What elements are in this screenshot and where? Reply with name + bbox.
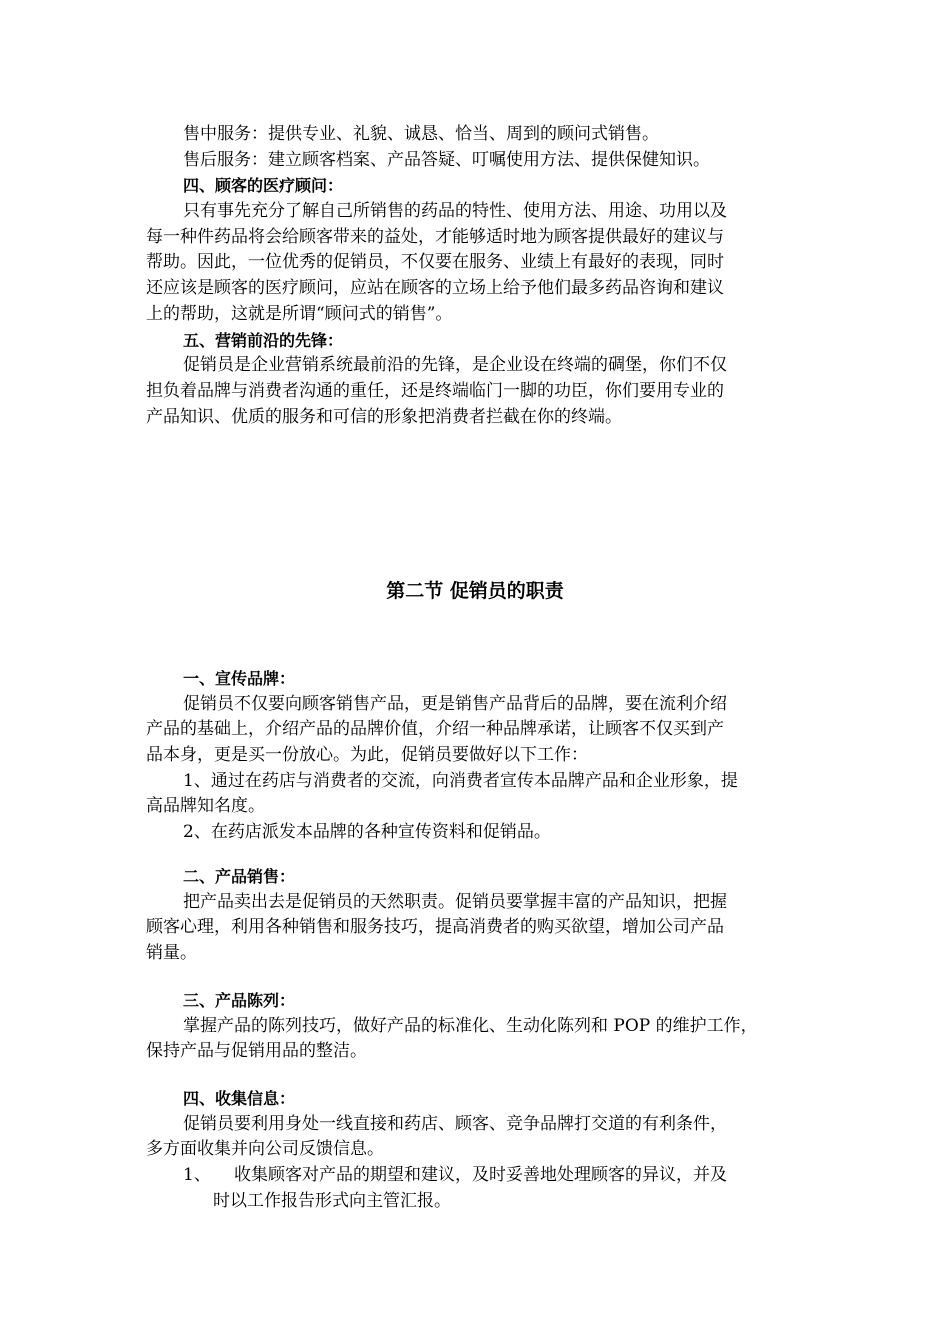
paragraph-line: 顾客心理，利用各种销售和服务技巧，提高消费者的购买欲望，增加公司产品 — [146, 917, 724, 938]
paragraph-line: 只有事先充分了解自己所销售的药品的特性、使用方法、用途、功用以及 — [183, 201, 727, 222]
top-section — [146, 122, 810, 430]
section-brand-promotion — [146, 666, 810, 846]
paragraph-line: 产品的基础上，介绍产品的品牌价值，介绍一种品牌承诺，让顾客不仅买到产 — [146, 719, 724, 740]
list-item-text: 收集顾客对产品的期望和建议，及时妥善地处理顾客的异议，并及 — [234, 1165, 727, 1186]
list-item-line: 1、通过在药店与消费者的交流，向消费者宣传本品牌产品和企业形象，提 — [183, 770, 738, 791]
paragraph-line: 上的帮助，这就是所谓“顾问式的销售”。 — [146, 303, 453, 324]
paragraph-line: 促销员不仅要向顾客销售产品，更是销售产品背后的品牌，要在流利介绍 — [183, 693, 727, 714]
paragraph-after-sale-service: 售后服务：建立顾客档案、产品答疑、叮嘱使用方法、提供保健知识。 — [183, 149, 710, 170]
paragraph-line: 把产品卖出去是促销员的天然职责。促销员要掌握丰富的产品知识，把握 — [183, 891, 727, 912]
section-product-sales — [146, 864, 810, 967]
paragraph-line: 担负着品牌与消费者沟通的重任，还是终端临门一脚的功臣，你们要用专业的 — [146, 380, 724, 401]
paragraph-line: 每一种件药品将会给顾客带来的益处，才能够适时地为顾客提供最好的建议与 — [146, 226, 724, 247]
heading-brand-promotion: 一、宣传品牌： — [183, 669, 296, 688]
heading-marketing-vanguard: 五、营销前沿的先锋： — [183, 330, 344, 350]
heading-medical-advisor: 四、顾客的医疗顾问： — [183, 176, 344, 196]
paragraph-in-sale-service: 售中服务：提供专业、礼貌、诚恳、恰当、周到的顾问式销售。 — [183, 124, 659, 144]
list-item-line — [146, 1163, 810, 1189]
list-item-line: 时以工作报告形式向主管汇报。 — [213, 1190, 451, 1211]
section-title: 第二节 促销员的职责 — [386, 580, 564, 602]
paragraph-line: 促销员是企业营销系统最前沿的先锋，是企业设在终端的碉堡，你们不仅 — [183, 355, 727, 376]
list-number: 1、 — [183, 1165, 211, 1186]
heading-product-sales: 二、产品销售： — [183, 867, 296, 886]
paragraph-line: 保持产品与促销用品的整洁。 — [146, 1041, 367, 1062]
list-item-line: 2、在药店派发本品牌的各种宣传资料和促销品。 — [183, 822, 551, 843]
paragraph-line: 品本身，更是买一份放心。为此，促销员要做好以下工作： — [146, 745, 588, 766]
paragraph-line: 帮助。因此，一位优秀的促销员，不仅要在服务、业绩上有最好的表现，同时 — [146, 252, 724, 273]
paragraph-line: 还应该是顾客的医疗顾问，应站在顾客的立场上给予他们最多药品咨询和建议 — [146, 278, 724, 299]
section-product-display — [146, 988, 810, 1065]
paragraph-line: 促销员要利用身处一线直接和药店、顾客、竞争品牌打交道的有利条件， — [183, 1113, 727, 1134]
heading-collect-info: 四、收集信息： — [183, 1089, 296, 1108]
heading-product-display: 三、产品陈列： — [183, 991, 296, 1010]
paragraph-line: 掌握产品的陈列技巧，做好产品的标准化、生动化陈列和 POP 的维护工作， — [183, 1015, 758, 1036]
paragraph-line: 产品知识、优质的服务和可信的形象把消费者拦截在你的终端。 — [146, 406, 622, 427]
list-item-line: 高品牌知名度。 — [146, 796, 265, 817]
paragraph-line: 销量。 — [146, 943, 197, 964]
section-collect-info — [146, 1086, 810, 1214]
paragraph-line: 多方面收集并向公司反馈信息。 — [146, 1139, 384, 1160]
